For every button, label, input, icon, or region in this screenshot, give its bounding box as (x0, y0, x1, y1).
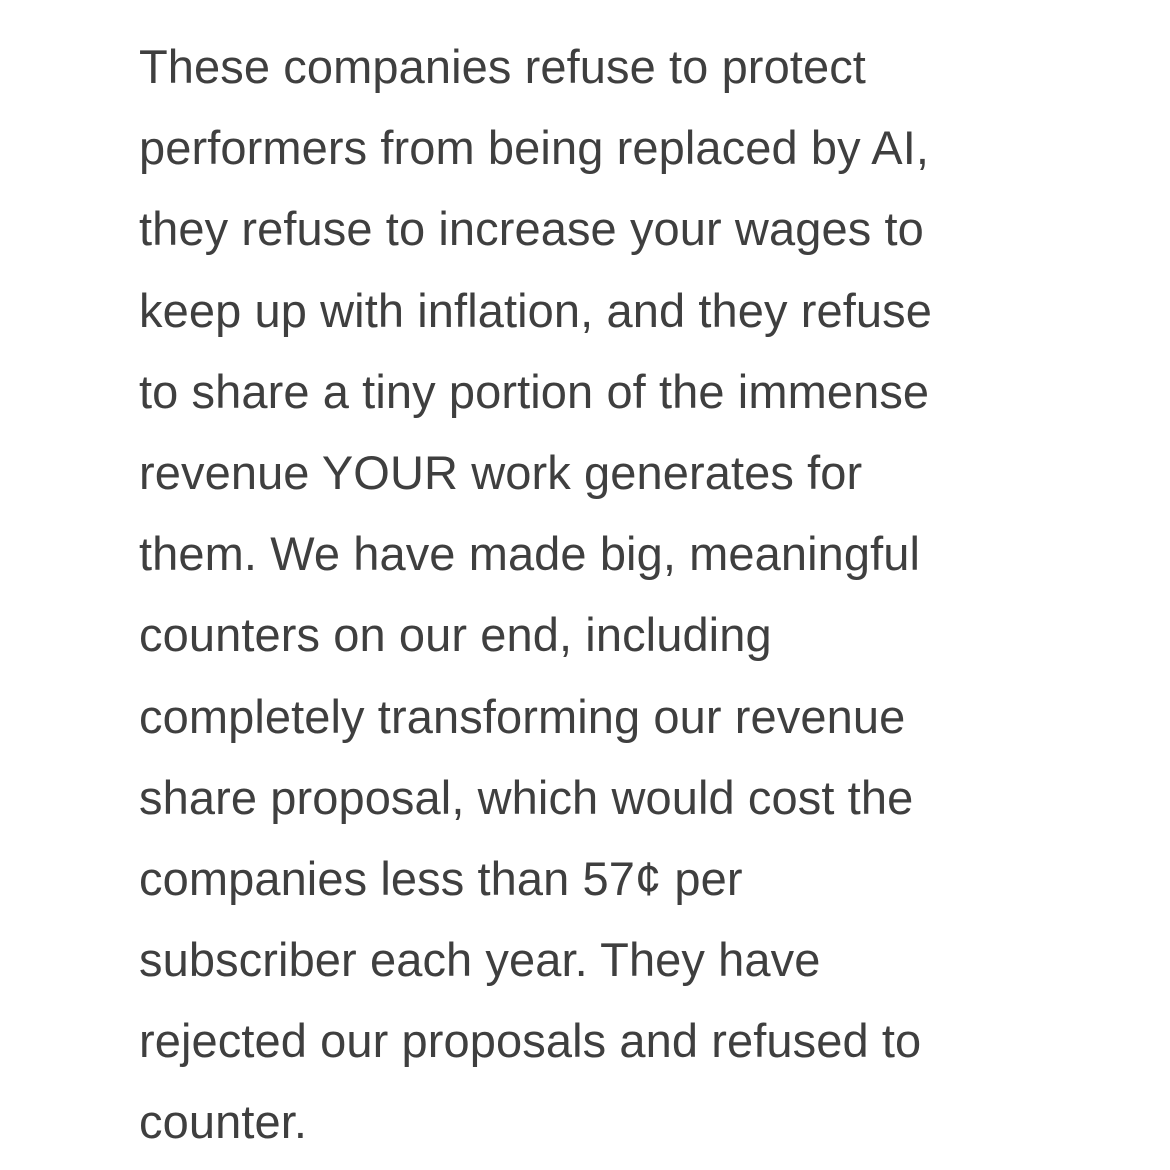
paragraph-line-13: rejected our proposals and refused to (139, 1014, 922, 1068)
paragraph-line-11: companies less than 57¢ per (139, 851, 743, 905)
paragraph-line-2: performers from being replaced by AI, (139, 121, 930, 175)
paragraph-line-12: subscriber each year. They have (139, 933, 821, 987)
paragraph-line-14: counter. (139, 1095, 308, 1149)
paragraph-line-5: to share a tiny portion of the immense (139, 364, 930, 418)
body-paragraph (139, 26, 1139, 1163)
paragraph-line-4: keep up with inflation, and they refuse (139, 283, 932, 337)
paragraph-line-6: revenue YOUR work generates for (139, 445, 863, 499)
paragraph-line-9: completely transforming our revenue (139, 689, 906, 743)
paragraph-line-10: share proposal, which would cost the (139, 770, 914, 824)
paragraph-line-1: These companies refuse to protect (139, 40, 866, 93)
paragraph-line-3: they refuse to increase your wages to (139, 202, 924, 256)
paragraph-line-8: counters on our end, including (139, 608, 772, 662)
paragraph-line-7: them. We have made big, meaningful (139, 527, 921, 581)
